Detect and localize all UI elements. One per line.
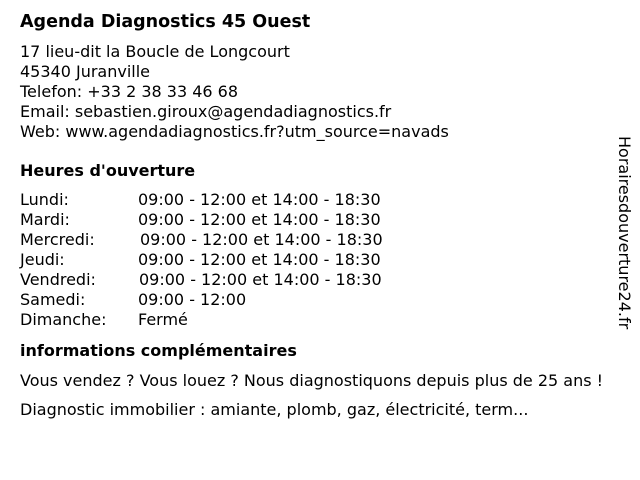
hours-row-tuesday — [20, 210, 610, 230]
hours-row-friday — [20, 270, 610, 290]
hours-row-monday — [20, 190, 610, 210]
time-value: 09:00 - 12:00 et 14:00 - 18:30 — [140, 230, 383, 249]
day-label: Jeudi: — [20, 250, 65, 269]
time-value: 09:00 - 12:00 et 14:00 - 18:30 — [139, 270, 382, 289]
hours-row-thursday — [20, 250, 610, 270]
day-label: Dimanche: — [20, 310, 107, 329]
site-watermark: Horairesdouverture24.fr — [615, 136, 634, 330]
info-text-1: Vous vendez ? Vous louez ? Nous diagnostiquons depuis plus de 25 ans ! — [20, 371, 604, 390]
hours-row-sunday — [20, 310, 610, 330]
contact-block — [20, 42, 610, 142]
day-label: Mercredi: — [20, 230, 95, 249]
day-label: Vendredi: — [20, 270, 96, 289]
time-value: 09:00 - 12:00 et 14:00 - 18:30 — [138, 190, 381, 209]
info-heading: informations complémentaires — [20, 341, 297, 360]
hours-table — [20, 190, 610, 330]
day-label: Lundi: — [20, 190, 69, 209]
address-line-2: 45340 Juranville — [20, 62, 151, 81]
time-value: Fermé — [138, 310, 188, 329]
phone-line: Telefon: +33 2 38 33 46 68 — [20, 82, 239, 101]
hours-row-saturday — [20, 290, 610, 310]
day-label: Samedi: — [20, 290, 86, 309]
day-label: Mardi: — [20, 210, 70, 229]
time-value: 09:00 - 12:00 et 14:00 - 18:30 — [138, 250, 381, 269]
email-line: Email: sebastien.giroux@agendadiagnostics.fr — [20, 102, 392, 121]
hours-heading: Heures d'ouverture — [20, 161, 196, 180]
business-name: Agenda Diagnostics 45 Ouest — [20, 12, 311, 32]
business-card — [20, 10, 610, 420]
web-line: Web: www.agendadiagnostics.fr?utm_source=navads — [20, 122, 449, 141]
time-value: 09:00 - 12:00 — [138, 290, 247, 309]
time-value: 09:00 - 12:00 et 14:00 - 18:30 — [138, 210, 381, 229]
hours-row-wednesday — [20, 230, 610, 250]
info-text-2: Diagnostic immobilier : amiante, plomb, gaz, électricité, term... — [20, 400, 529, 419]
address-line-1: 17 lieu-dit la Boucle de Longcourt — [20, 42, 290, 61]
